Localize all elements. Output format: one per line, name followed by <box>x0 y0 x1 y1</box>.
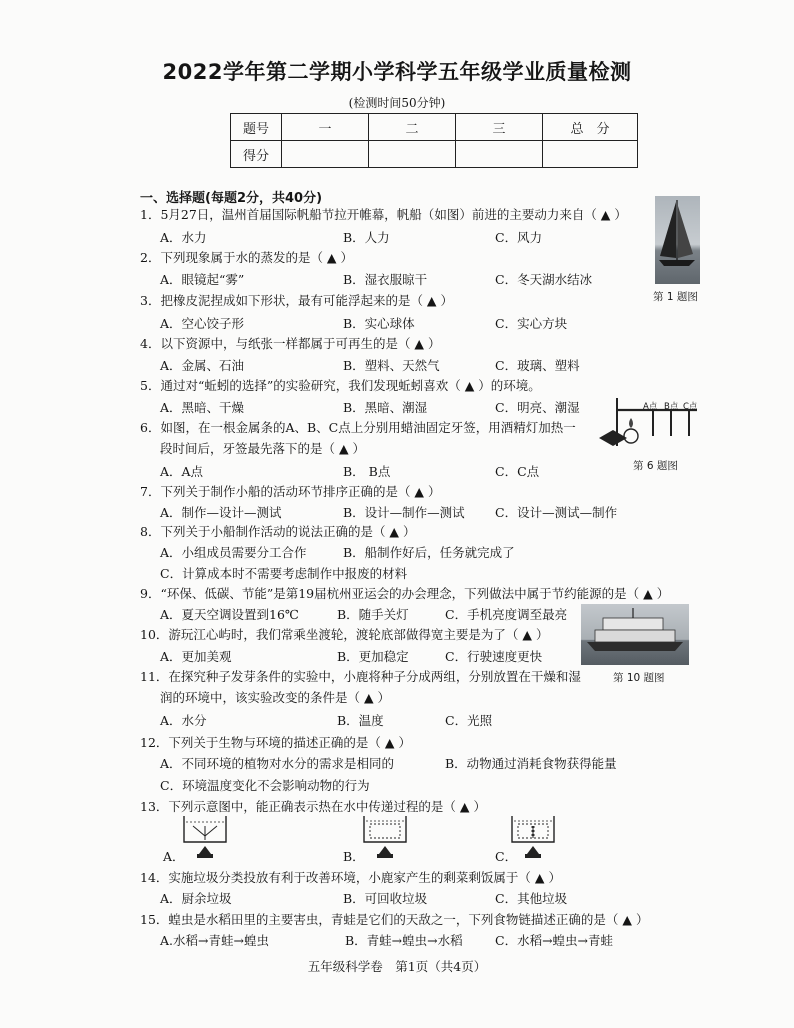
option[interactable]: A．眼镜起“雾” <box>160 272 245 287</box>
option[interactable]: B．黑暗、潮湿 <box>343 400 428 415</box>
question-stem-cont: 段时间后，牙签最先落下的是（ ▲ ） <box>160 441 366 456</box>
option[interactable]: B．青蛙→蝗虫→水稻 <box>345 933 463 948</box>
score-table-score-row <box>231 141 638 168</box>
question-stem: 5．通过对“蚯蚓的选择”的实验研究，我们发现蚯蚓喜欢（ ▲ ）的环境。 <box>140 378 541 393</box>
option[interactable]: C．光照 <box>445 713 493 728</box>
exam-duration: (检测时间50分钟) <box>348 96 446 110</box>
option[interactable]: C． <box>495 849 518 864</box>
option[interactable]: C．冬天湖水结冰 <box>495 272 593 287</box>
option[interactable]: C．玻璃、塑料 <box>495 358 580 373</box>
score-cell[interactable] <box>369 141 456 168</box>
option[interactable]: A．夏天空调设置到16℃ <box>160 607 299 622</box>
option[interactable]: B．船制作好后，任务就完成了 <box>343 545 515 560</box>
option[interactable]: B．塑料、天然气 <box>343 358 440 373</box>
option[interactable]: C．其他垃圾 <box>495 891 568 906</box>
option[interactable]: C．水稻→蝗虫→青蛙 <box>495 933 614 948</box>
question-stem-cont: 润的环境中，该实验改变的条件是（ ▲ ） <box>160 690 391 705</box>
option[interactable]: A．空心饺子形 <box>160 316 245 331</box>
score-table-header-row <box>231 114 638 141</box>
option[interactable]: B． B点 <box>343 464 391 479</box>
ferry-photo <box>581 604 689 665</box>
option[interactable]: A．制作—设计—测试 <box>160 505 282 520</box>
option[interactable]: B．人力 <box>343 230 390 245</box>
option[interactable]: A．水力 <box>160 230 207 245</box>
question-stem: 11．在探究种子发芽条件的实验中，小鹿将种子分成两组，分别放置在干燥和湿 <box>140 669 581 684</box>
option[interactable]: A．不同环境的植物对水分的需求是相同的 <box>160 756 395 771</box>
figure-caption: 第 6 题图 <box>633 460 678 472</box>
point-label-b: B点 <box>664 402 679 412</box>
option[interactable]: B．可回收垃圾 <box>343 891 428 906</box>
option[interactable]: A．小组成员需要分工合作 <box>160 545 307 560</box>
question-stem: 14．实施垃圾分类投放有利于改善环境，小鹿家产生的剩菜剩饭属于（ ▲ ） <box>140 870 561 885</box>
option[interactable]: A．厨余垃圾 <box>160 891 232 906</box>
option[interactable]: A．A点 <box>160 464 204 479</box>
beaker-diagram-b <box>361 814 411 862</box>
question-stem: 6．如图，在一根金属条的A、B、C点上分别用蜡油固定牙签，用酒精灯加热一 <box>140 420 576 435</box>
option[interactable]: C．设计—测试—制作 <box>495 505 618 520</box>
exam-title: 2022学年第二学期小学科学五年级学业质量检测 <box>162 60 632 84</box>
option[interactable]: C．风力 <box>495 230 543 245</box>
score-cell: 总 分 <box>543 114 638 141</box>
question-stem: 10．游玩江心屿时，我们常乘坐渡轮，渡轮底部做得宽主要是为了（ ▲ ） <box>140 627 549 642</box>
option[interactable]: C．C点 <box>495 464 540 479</box>
question-stem: 8．下列关于小船制作活动的说法正确的是（ ▲ ） <box>140 524 416 539</box>
option[interactable]: C．行驶速度更快 <box>445 649 543 664</box>
score-cell: 三 <box>456 114 543 141</box>
option[interactable]: A．水分 <box>160 713 207 728</box>
option[interactable]: A．黑暗、干燥 <box>160 400 245 415</box>
score-table <box>230 113 638 168</box>
point-label-c: C点 <box>683 402 698 412</box>
question-stem: 4．以下资源中，与纸张一样都属于可再生的是（ ▲ ） <box>140 336 441 351</box>
option[interactable]: A． <box>163 849 185 864</box>
question-stem: 3．把橡皮泥捏成如下形状，最有可能浮起来的是（ ▲ ） <box>140 293 454 308</box>
score-cell[interactable] <box>543 141 638 168</box>
score-cell: 二 <box>369 114 456 141</box>
score-cell: 得分 <box>231 141 282 168</box>
option[interactable]: B．湿衣服晾干 <box>343 272 428 287</box>
option[interactable]: A．金属、石油 <box>160 358 245 373</box>
option[interactable]: B．动物通过消耗食物获得能量 <box>445 756 617 771</box>
option[interactable]: C．环境温度变化不会影响动物的行为 <box>160 778 370 793</box>
question-stem: 7．下列关于制作小船的活动环节排序正确的是（ ▲ ） <box>140 484 441 499</box>
score-cell[interactable] <box>456 141 543 168</box>
option[interactable]: C．手机亮度调至最亮 <box>445 607 568 622</box>
option[interactable]: B． <box>343 849 365 864</box>
page-footer: 五年级科学卷 第1页（共4页） <box>307 959 487 974</box>
question-stem: 1．5月27日，温州首届国际帆船节拉开帷幕，帆船（如图）前进的主要动力来自（ ▲ ） <box>140 207 627 222</box>
option[interactable]: B．温度 <box>337 713 384 728</box>
option[interactable]: A．更加美观 <box>160 649 232 664</box>
option[interactable]: C．明亮、潮湿 <box>495 400 580 415</box>
question-stem: 2．下列现象属于水的蒸发的是（ ▲ ） <box>140 250 354 265</box>
score-cell: 一 <box>282 114 369 141</box>
question-stem: 13．下列示意图中，能正确表示热在水中传递过程的是（ ▲ ） <box>140 799 486 814</box>
score-cell: 题号 <box>231 114 282 141</box>
question-stem: 12．下列关于生物与环境的描述正确的是（ ▲ ） <box>140 735 411 750</box>
score-cell[interactable] <box>282 141 369 168</box>
option[interactable]: A.水稻→青蛙→蝗虫 <box>160 933 269 948</box>
question-stem: 15．蝗虫是水稻田里的主要害虫，青蛙是它们的天敌之一，下列食物链描述正确的是（ ▲ ） <box>140 912 649 927</box>
section-title: 一、选择题(每题2分，共40分) <box>140 191 323 206</box>
question-stem: 9．“环保、低碳、节能”是第19届杭州亚运会的办会理念，下列做法中属于节约能源的是（ ▲ ） <box>140 586 670 601</box>
option[interactable]: B．设计—制作—测试 <box>343 505 465 520</box>
option[interactable]: C．实心方块 <box>495 316 568 331</box>
option[interactable]: C．计算成本时不需要考虑制作中报废的材料 <box>160 566 408 581</box>
point-label-a: A点 <box>643 402 658 412</box>
figure-caption: 第 10 题图 <box>613 672 665 684</box>
option[interactable]: B．更加稳定 <box>337 649 409 664</box>
sailboat-photo <box>655 196 700 284</box>
figure-caption: 第 1 题图 <box>653 291 698 303</box>
option[interactable]: B．随手关灯 <box>337 607 409 622</box>
beaker-diagram-a <box>181 814 231 862</box>
option[interactable]: B．实心球体 <box>343 316 415 331</box>
